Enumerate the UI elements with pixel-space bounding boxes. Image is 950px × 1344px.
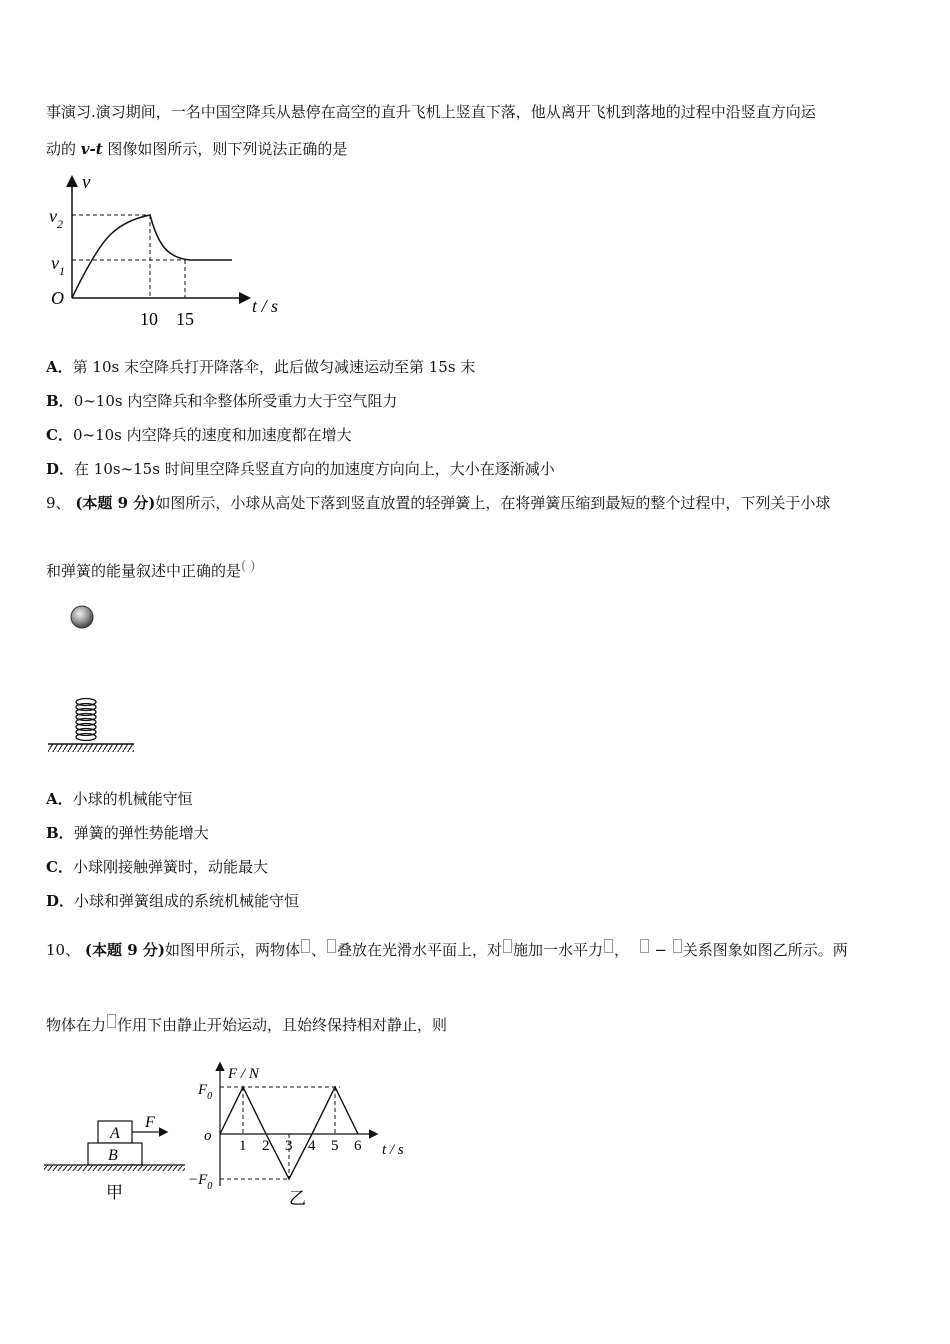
q10-block-b-label: B <box>108 1147 118 1164</box>
q8-x-axis-label: t / s <box>252 296 279 316</box>
q9-bracket: ( ) <box>241 559 256 574</box>
missing-glyph-icon <box>301 939 310 953</box>
q8-option-a: A．第 10s 末空降兵打开降落伞，此后做匀减速运动至第 15s 末 <box>46 358 476 376</box>
q10-figure-jia <box>42 1112 192 1202</box>
q9-stem-line2: 和弹簧的能量叙述中正确的是( ) <box>46 559 256 580</box>
q10-block-a-label: A <box>110 1125 120 1142</box>
q8-origin-label: O <box>51 288 64 308</box>
q10-caption-jia: 甲 <box>106 1183 123 1202</box>
q9-option-c: C．小球刚接触弹簧时，动能最大 <box>46 858 268 876</box>
q9-option-a: A．小球的机械能守恒 <box>46 790 193 808</box>
q10-x-axis-label: t / s <box>382 1142 404 1158</box>
q8-v1-label: $v_1$ <box>51 253 65 278</box>
q10-tick-5: 5 <box>331 1138 339 1154</box>
q10-y-axis-label: F / N <box>228 1066 259 1082</box>
q10-caption-yi: 乙 <box>289 1189 306 1208</box>
q8-vt-graph <box>40 170 290 330</box>
q9-number: 9、 <box>46 494 71 512</box>
q8-stem-line2: 动的 v-t 图像如图所示，则下列说法正确的是 <box>46 140 348 158</box>
q9-ball-spring-figure <box>44 598 144 758</box>
q9-ball <box>71 606 93 628</box>
q8-tick-15: 15 <box>176 309 194 329</box>
missing-glyph-icon <box>107 1014 116 1028</box>
q8-stem-line1: 事演习.演习期间，一名中国空降兵从悬停在高空的直升飞机上竖直下落，他从离开飞机到落地的过程中沿竖直方向运 <box>46 103 816 121</box>
q8-option-b: B．0~10s 内空降兵和伞整体所受重力大于空气阻力 <box>46 392 398 410</box>
q9-spring <box>76 699 96 741</box>
q10-number: 10、 <box>46 941 81 959</box>
q10-ground-hatch <box>44 1165 185 1171</box>
q10-neg-f0-label: $-F_0$ <box>188 1172 213 1192</box>
missing-glyph-icon <box>604 939 613 953</box>
q10-stem-line1: 10、 (本题 9 分)如图甲所示，两物体 、 叠放在光滑水平面上，对 施加一水平力 ， − 关系图象如图乙所示。两 <box>46 941 848 959</box>
q10-force-label: F <box>145 1114 155 1131</box>
q8-velocity-curve <box>72 215 232 298</box>
q10-stem-line2: 物体在力 作用下由静止开始运动，且始终保持相对静止，则 <box>46 1016 448 1034</box>
q9-option-b: B．弹簧的弹性势能增大 <box>46 824 209 842</box>
q9-ground-hatch <box>48 744 134 752</box>
q10-f0-label: $F_0$ <box>198 1082 213 1102</box>
q10-tick-3: 3 <box>285 1138 293 1154</box>
q8-option-c: C．0~10s 内空降兵的速度和加速度都在增大 <box>46 426 352 444</box>
missing-glyph-icon <box>503 939 512 953</box>
q10-tick-4: 4 <box>308 1138 316 1154</box>
q10-origin-label: o <box>204 1128 212 1144</box>
q10-score: (本题 9 分) <box>84 941 165 959</box>
q9-score: (本题 9 分) <box>75 494 156 512</box>
missing-glyph-icon <box>640 939 649 953</box>
q9-option-d: D．小球和弹簧组成的系统机械能守恒 <box>46 892 300 910</box>
missing-glyph-icon <box>327 939 336 953</box>
q9-stem-line1: 9、 (本题 9 分)如图所示，小球从高处下落到竖直放置的轻弹簧上，在将弹簧压缩到最短的整个过程中，下列关于小球 <box>46 494 831 512</box>
q10-tick-1: 1 <box>239 1138 247 1154</box>
q10-tick-6: 6 <box>354 1138 362 1154</box>
q10-figure-yi <box>188 1058 418 1208</box>
q8-y-axis-label: v <box>82 172 91 193</box>
q8-tick-10: 10 <box>140 309 158 329</box>
q8-option-d: D．在 10s~15s 时间里空降兵竖直方向的加速度方向向上，大小在逐渐减小 <box>46 460 555 478</box>
q10-tick-2: 2 <box>262 1138 270 1154</box>
missing-glyph-icon <box>673 939 682 953</box>
q8-v2-label: $v_2$ <box>49 206 63 231</box>
